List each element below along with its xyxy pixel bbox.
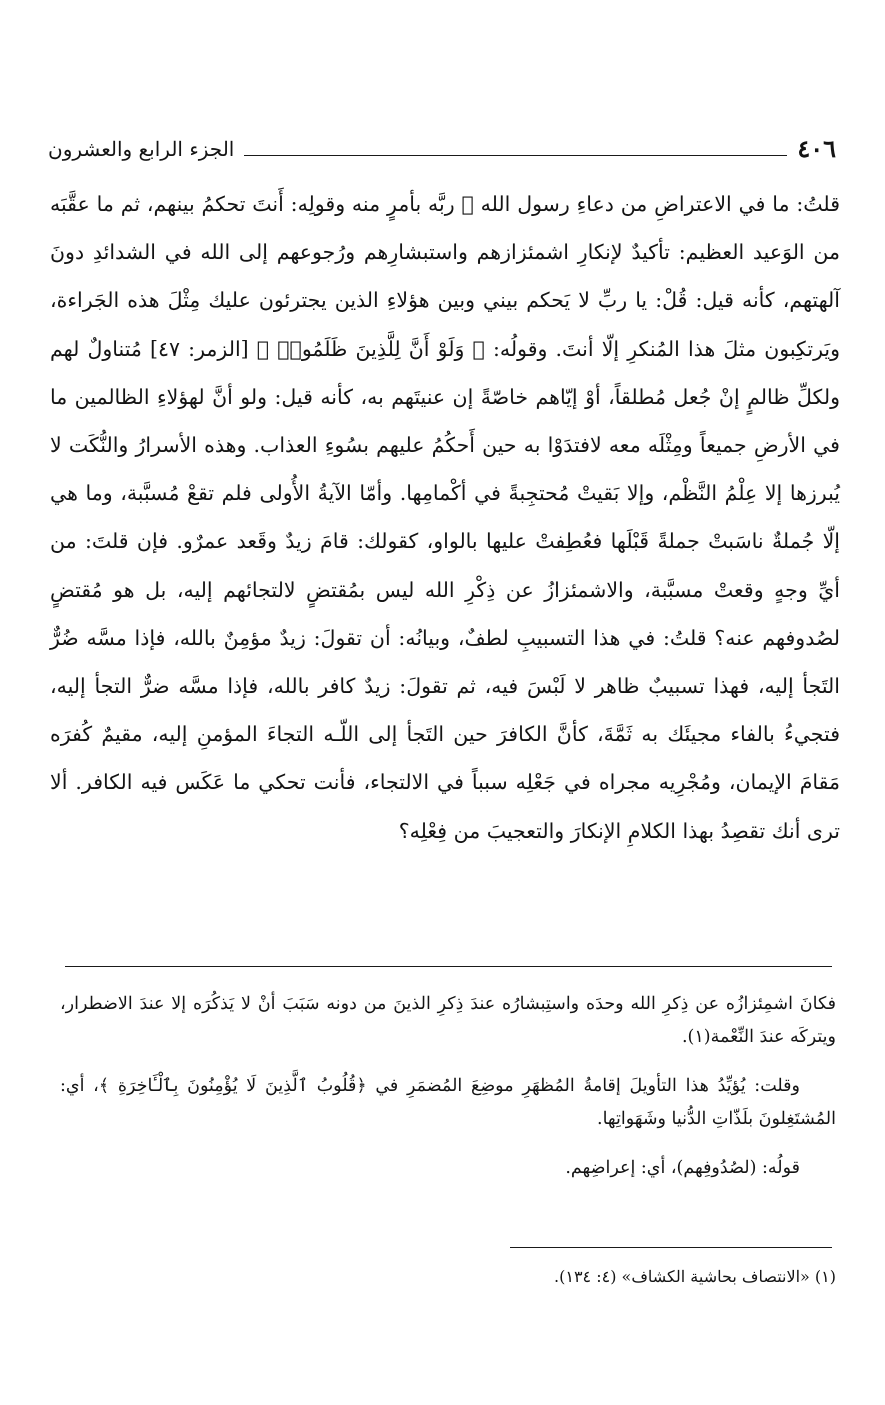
main-paragraph: قلتُ: ما في الاعتراضِ من دعاءِ رسول الله ﷺ ربَّه بأمرٍ منه وقولِه: أَنتَ تحكمُ بينهم، ثم ما عقَّبَه من الوَعيد العظيم: تأكيدٌ لإنكارِ اشمئزازهم واستبشارِهم ورُجوعهم إلى الله في الشدائدِ دونَ آلهتهم، كأنه قيل: قُلْ: يا ربِّ لا يَحكم بيني وبين هؤلاءِ الذين يجترئون عليك مِثْلَ هذه الجَراءة، ويَرتكِبون مثلَ هذا المُنكرِ إلّا أنتَ. وقولُه: ﴿ وَلَوْ أَنَّ لِلَّذِينَ ظَلَمُوا۟ ﴾ [الزمر: ٤٧] مُتناولٌ لهم ولكلِّ ظالمٍ إنْ جُعل مُطلقاً، أوْ إيّاهم خاصّةً إن عنيتَهم به، كأنه قيل: ولو أنَّ لهؤلاءِ الظالمين ما في الأرضِ جميعاً ومِثْلَه معه لافتدَوْا به حين أَحكُمُ عليهم بسُوءِ العذاب. وهذه الأسرارُ والنُّكَت لا يُبرزها إلا عِلْمُ النَّظْم، وإلا بَقيتْ مُحتجِبةً في أكْمامِها. وأمّا الآيةُ الأُولى فلم تقعْ مُسبَّبة، وما هي إلّا جُملةٌ ناسَبتْ جملةً قَبْلَها فعُطِفتْ عليها بالواو، كقولك: قامَ زيدٌ وقَعد عمرٌو. فإن قلتَ: من أيِّ وجهٍ وقعتْ مسبَّبة، والاشمئزازُ عن ذِكْرِ الله ليس بمُقتضٍ لالتجائهم إليه، بل هو مُقتضٍ لصُدوفهم عنه؟ قلتُ: في هذا التسبيبِ لطفٌ، وبيانُه: أن تقولَ: زيدٌ مؤمِنٌ بالله، فإذا مسَّه ضُرٌّ التَجأ إليه، فهذا تسبيبٌ ظاهر لا لَبْسَ فيه، ثم تقولَ: زيدٌ كافر بالله، فإذا مسَّه ضرٌّ التجأ إليه، فتجيءُ بالفاء مجيئَك به ثَمَّةَ، كأنَّ الكافرَ حين التَجأ إلى اللّـه التجاءَ المؤمنِ إليه، مقيمٌ كُفرَه مَقامَ الإيمان، ومُجْرِيه مجراه في جَعْلِه سبباً في الالتجاء، فأنت تحكي ما عَكَس فيه الكافر. ألا ترى أنك تقصِدُ بهذا الكلامِ الإنكارَ والتعجيبَ من فِعْلِه؟ <box>50 192 841 843</box>
page-number: ٤٠٦ <box>797 134 836 163</box>
main-divider <box>65 966 832 967</box>
running-title: الجزء الرابع والعشرون <box>48 137 235 161</box>
footnote-rule <box>510 1247 832 1248</box>
commentary-paragraph-1: فكانَ اشمِئزازُه عن ذِكرِ الله وحدَه واستِبشارُه عندَ ذِكرِ الذينَ من دونه سَبَبَ أنْ لا يَذكُرَه إلا عندَ الاضطرار، ويتركَه عندَ النِّعْمة(١). <box>60 994 836 1047</box>
commentary-block <box>60 988 836 1201</box>
page-header <box>48 128 836 164</box>
header-rule <box>244 155 787 156</box>
footnote: (١) «الانتصاف بحاشية الكشاف» (٤: ١٣٤). <box>554 1267 836 1286</box>
main-text-block <box>50 180 840 855</box>
commentary-paragraph-3: قولُه: (لصُدُوفِهم)، أي: إعراضِهم. <box>565 1158 800 1178</box>
commentary-paragraph-2: وقلت: يُؤيِّدُ هذا التأويلَ إقامةُ المُظهَرِ موضِعَ المُضمَرِ في ﴿قُلُوبُ ٱلَّذِينَ لَا يُؤْمِنُونَ بِٱلْـَٔاخِرَةِ ﴾، أي: المُشتَغِلونَ بلَذّاتِ الدُّنيا وشَهَواتِها. <box>60 1076 836 1129</box>
